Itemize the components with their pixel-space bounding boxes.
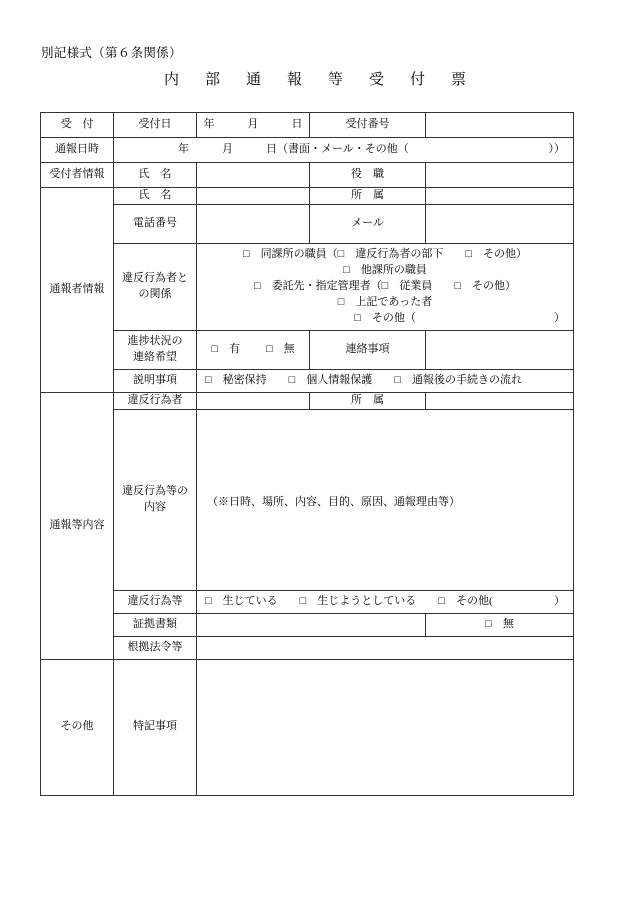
cell-progress-label xyxy=(114,330,197,369)
relation-option-3[interactable]: □ 上記であった者 xyxy=(337,295,433,308)
cell-receiver-name-label: 氏 名 xyxy=(114,163,197,188)
cell-reception-date-value[interactable]: 年 月 日 xyxy=(197,113,310,138)
table-row-reporter-contact xyxy=(41,204,574,243)
relation-option-1[interactable]: □ 他課所の職員 xyxy=(343,264,427,277)
cell-contact-value[interactable] xyxy=(426,330,574,369)
cell-reception-number-label: 受付番号 xyxy=(310,113,426,138)
cell-others-section-label: その他 xyxy=(41,659,114,795)
cell-reporter-name-label: 氏 名 xyxy=(114,188,197,205)
progress-label-line2: 連絡希望 xyxy=(133,350,177,363)
cell-reporter-name-value[interactable] xyxy=(197,188,310,205)
table-row-violator xyxy=(41,392,574,409)
relation-label-line1: 違反行為者と xyxy=(122,272,188,284)
cell-reporter-mail-label: メール xyxy=(310,204,426,243)
table-row-others xyxy=(41,659,574,795)
content-label-line1: 違反行為等の xyxy=(122,484,188,497)
cell-remarks-label: 特記事項 xyxy=(114,659,197,795)
cell-reporter-affiliation-value[interactable] xyxy=(426,188,574,205)
explain-option-0[interactable]: □ 秘密保持 xyxy=(205,373,267,386)
cell-reporter-affiliation-label: 所 属 xyxy=(310,188,426,205)
cell-reporter-mail-value[interactable] xyxy=(426,204,574,243)
cell-evidence-value[interactable] xyxy=(197,613,426,636)
cell-reception-date-label: 受付日 xyxy=(114,113,197,138)
report-datetime-tail: ）） xyxy=(548,143,565,156)
cell-evidence-label: 証拠書類 xyxy=(114,613,197,636)
table-row-evidence xyxy=(41,613,574,636)
notification-reception-form xyxy=(40,112,574,796)
table-row-reporter-name xyxy=(41,188,574,205)
relation-option-4-paren: ） xyxy=(554,311,565,324)
status-option-0[interactable]: □ 生じている xyxy=(205,594,278,607)
cell-contact-label: 連絡事項 xyxy=(310,330,426,369)
cell-reporter-phone-label: 電話番号 xyxy=(114,204,197,243)
cell-violator-affiliation-label: 所 属 xyxy=(310,392,426,409)
table-row-report-datetime xyxy=(41,138,574,163)
cell-reception-number-value[interactable] xyxy=(426,113,574,138)
cell-evidence-none[interactable]: □ 無 xyxy=(426,613,574,636)
relation-option-0[interactable]: □ 同課所の職員（□ 違反行為者の部下 □ その他） xyxy=(243,248,527,261)
relation-option-4[interactable] xyxy=(197,311,573,327)
status-option-2[interactable]: □ その他( xyxy=(438,594,493,607)
cell-content-value[interactable] xyxy=(197,409,574,590)
cell-violator-affiliation-value[interactable] xyxy=(426,392,574,409)
table-row-law xyxy=(41,636,574,659)
explain-option-2[interactable]: □ 通報後の手続きの流れ xyxy=(394,373,522,386)
table-row-relation xyxy=(41,243,574,330)
cell-law-label: 根拠法令等 xyxy=(114,636,197,659)
content-note: （※日時、場所、内容、目的、原因、通報理由等） xyxy=(207,496,460,509)
table-row-content xyxy=(41,409,574,590)
cell-explain-label: 説明事項 xyxy=(114,369,197,392)
explain-option-1[interactable]: □ 個人情報保護 xyxy=(288,373,373,386)
cell-report-content-section-label: 通報等内容 xyxy=(41,392,114,659)
cell-violator-label: 違反行為者 xyxy=(114,392,197,409)
cell-status-options[interactable] xyxy=(197,590,574,613)
table-row-receiver-info xyxy=(41,163,574,188)
cell-reception-section-label: 受 付 xyxy=(41,113,114,138)
cell-receiver-name-value[interactable] xyxy=(197,163,310,188)
cell-violator-value[interactable] xyxy=(197,392,310,409)
cell-report-datetime-label: 通報日時 xyxy=(41,138,114,163)
cell-content-label xyxy=(114,409,197,590)
cell-status-label: 違反行為等 xyxy=(114,590,197,613)
cell-progress-options[interactable] xyxy=(197,330,310,369)
cell-remarks-value[interactable] xyxy=(197,659,574,795)
cell-reporter-phone-value[interactable] xyxy=(197,204,310,243)
cell-receiver-post-value[interactable] xyxy=(426,163,574,188)
relation-label-line2: の関係 xyxy=(138,287,172,300)
status-option-1[interactable]: □ 生じようとしている xyxy=(299,594,417,607)
content-label-line2: 内容 xyxy=(144,500,166,513)
relation-option-4-text: □ その他（ xyxy=(354,311,416,324)
cell-report-datetime-value[interactable] xyxy=(114,138,574,163)
cell-reporter-section-label: 通報者情報 xyxy=(41,188,114,393)
progress-option-yes[interactable]: □ 有 xyxy=(211,342,240,355)
cell-receiver-section-label: 受付者情報 xyxy=(41,163,114,188)
cell-explain-options[interactable] xyxy=(197,369,574,392)
report-datetime-text: 年 月 日（書面・メール・その他（ xyxy=(178,143,409,156)
progress-label-line1: 進捗状況の xyxy=(127,335,183,347)
cell-law-value[interactable] xyxy=(197,636,574,659)
relation-option-2[interactable]: □ 委託先・指定管理者（□ 従業員 □ その他） xyxy=(254,279,516,292)
table-row-explain xyxy=(41,369,574,392)
page-title: 内 部 通 報 等 受 付 票 xyxy=(163,72,472,88)
table-row-progress xyxy=(41,330,574,369)
table-row-reception xyxy=(41,113,574,138)
progress-option-no[interactable]: □ 無 xyxy=(266,342,295,355)
status-option-2-paren: ） xyxy=(554,594,565,607)
cell-relation-options[interactable] xyxy=(197,243,574,330)
cell-relation-label xyxy=(114,243,197,330)
table-row-status xyxy=(41,590,574,613)
form-number: 別記様式（第６条関係） xyxy=(41,46,182,60)
cell-receiver-post-label: 役 職 xyxy=(310,163,426,188)
